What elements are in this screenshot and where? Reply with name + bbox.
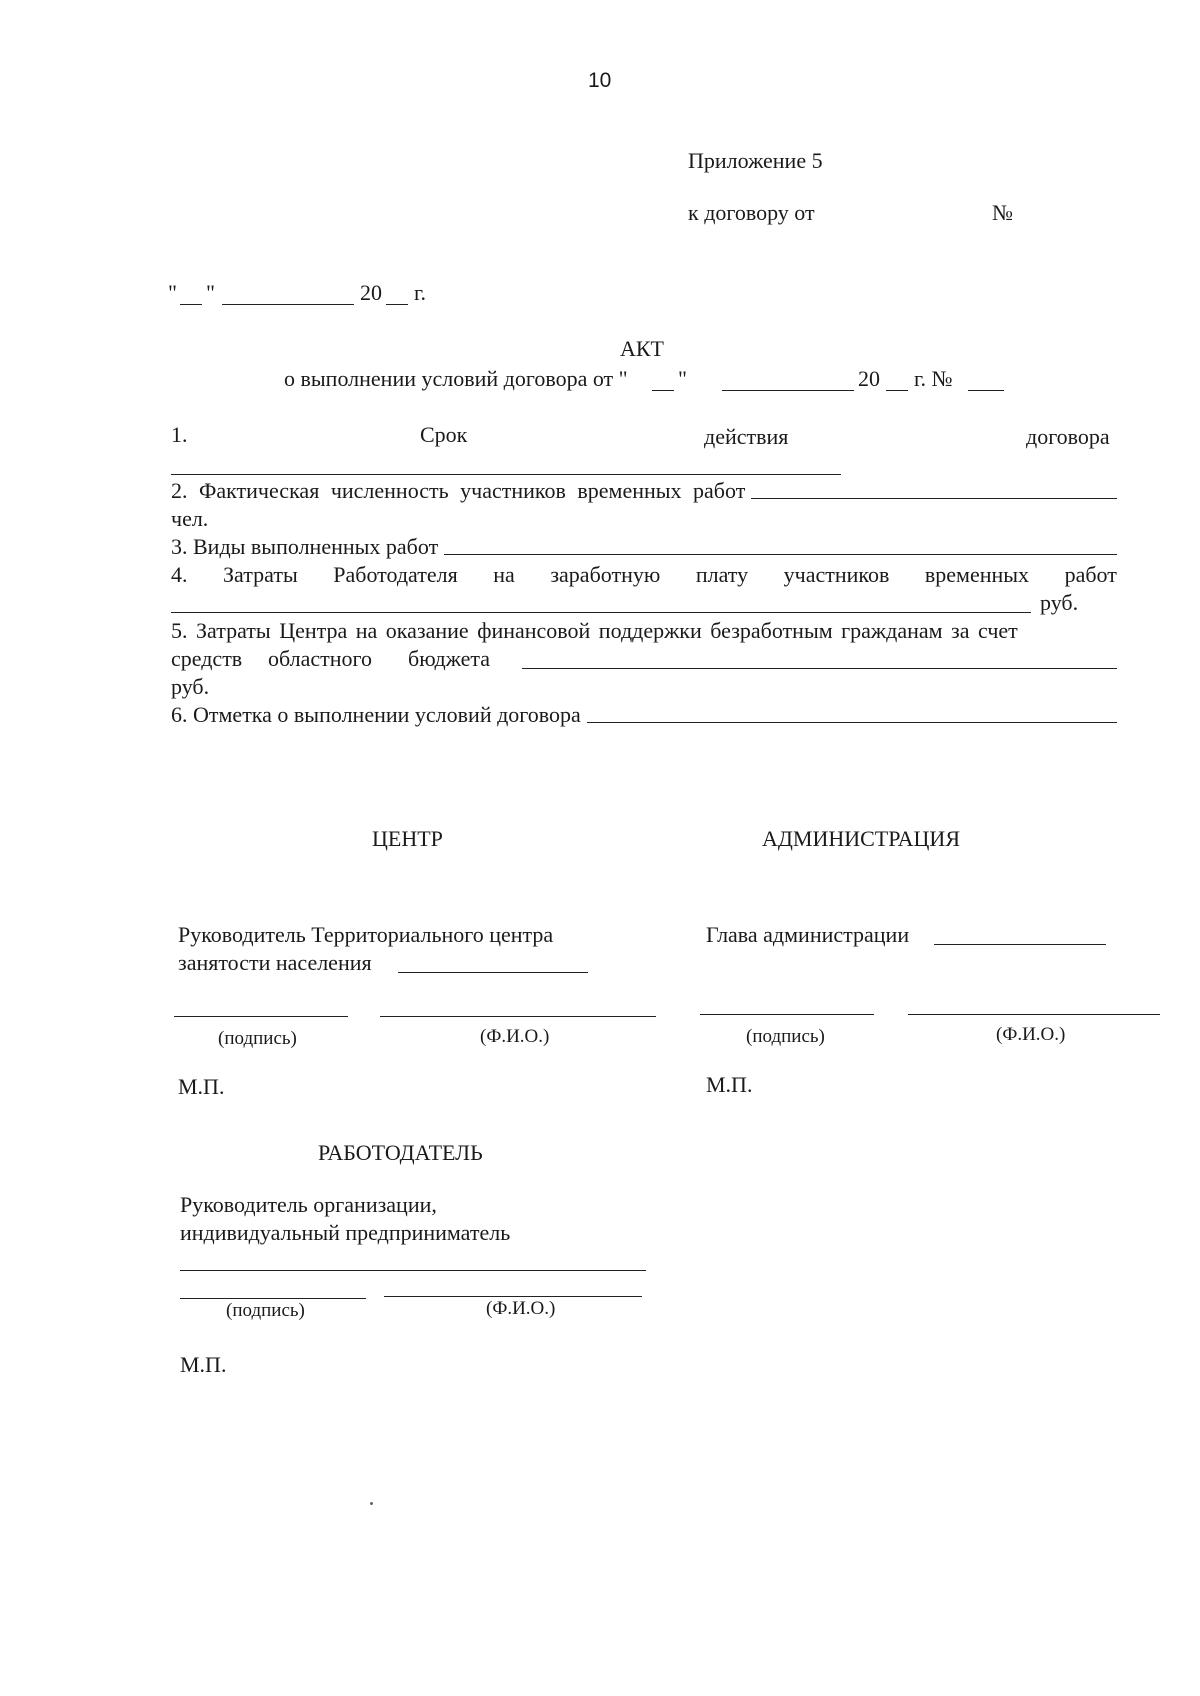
- center-signature-line: [174, 1016, 348, 1017]
- item-6-completion-mark: 6. Отметка о выполнении условий договора: [171, 702, 1117, 728]
- page-number: 10: [588, 69, 612, 92]
- contract-number-sign: №: [992, 200, 1013, 225]
- item-5-center-costs: 5. Затраты Центра на оказание финансовой поддержки безработным гражданам за счет: [171, 618, 1018, 643]
- year-blank: [386, 304, 408, 305]
- month-blank: [222, 304, 354, 305]
- center-role: Руководитель Территориального центра: [178, 922, 554, 947]
- administration-role-blank: [934, 944, 1106, 945]
- item-1-blank: [171, 474, 841, 475]
- center-name-line: [380, 1016, 656, 1017]
- item-4-unit: руб.: [1040, 590, 1079, 615]
- scan-speck: [370, 1502, 373, 1505]
- day-blank: [180, 304, 202, 305]
- item-2-participants: 2. Фактическая численность участников временных работ: [171, 478, 1117, 504]
- employer-heading: РАБОТОДАТЕЛЬ: [318, 1140, 483, 1165]
- center-signature-label: (подпись): [218, 1028, 297, 1049]
- item-3-work-types: 3. Виды выполненных работ: [171, 534, 1117, 560]
- item-5-blank: [522, 668, 1117, 669]
- contract-reference: к договору от: [688, 200, 815, 225]
- administration-role: Глава администрации: [706, 922, 910, 947]
- center-heading: ЦЕНТР: [372, 826, 443, 851]
- center-role-blank: [398, 972, 588, 973]
- employer-role-blank: [180, 1270, 646, 1271]
- item-2-blank: [751, 497, 1117, 499]
- item-4-employer-costs: 4. Затраты Работодателя на заработную плату участников временных работ: [171, 562, 1117, 587]
- center-role-line2: занятости населения: [178, 950, 372, 975]
- center-stamp: М.П.: [178, 1074, 225, 1099]
- document-page: 10 Приложение 5 к договору от № " " 20 г. АКТ о выполнении условий договора от " " 20 г. № 1. Срок действия договора 2. Фактическая численность участников временных работ чел. 3. Виды выполненных работ 4. Затраты Работодателя на заработную плату участников временных работ руб. 5. Затраты Центра на оказание финансовой поддержки безработным гражданам за счет средств областного бюджета руб. 6. Отметка о выполнении условий договора ЦЕНТР АДМИНИСТРАЦИЯ Руководитель Территориального центра занятости населения (подпись) (Ф.И.О.) М.П. Глава администрации (подпись) (Ф.И.О.) М.П. РАБОТОДАТЕЛЬ Руководитель организации, индивидуальный предприниматель (подпись) (Ф.И.О.) М.П.: [0, 0, 1200, 1696]
- item-6-blank: [587, 721, 1117, 723]
- administration-name-line: [908, 1014, 1160, 1015]
- employer-signature-label: (подпись): [226, 1300, 305, 1321]
- employer-name-line: [384, 1296, 642, 1297]
- administration-name-label: (Ф.И.О.): [996, 1024, 1066, 1045]
- item-5-unit: руб.: [171, 674, 210, 699]
- employer-role: Руководитель организации,: [180, 1192, 437, 1217]
- document-title: АКТ: [620, 336, 664, 361]
- item-4-blank: [171, 612, 1031, 613]
- employer-stamp: М.П.: [180, 1352, 227, 1377]
- administration-stamp: М.П.: [706, 1072, 753, 1097]
- administration-signature-label: (подпись): [746, 1026, 825, 1047]
- employer-role-line2: индивидуальный предприниматель: [180, 1220, 511, 1245]
- appendix-label: Приложение 5: [688, 148, 823, 173]
- administration-signature-line: [700, 1014, 874, 1015]
- administration-heading: АДМИНИСТРАЦИЯ: [762, 826, 960, 851]
- item-2-unit: чел.: [171, 506, 209, 531]
- item-3-blank: [444, 553, 1117, 555]
- employer-name-label: (Ф.И.О.): [486, 1298, 556, 1319]
- employer-signature-line: [180, 1298, 366, 1299]
- center-name-label: (Ф.И.О.): [480, 1026, 550, 1047]
